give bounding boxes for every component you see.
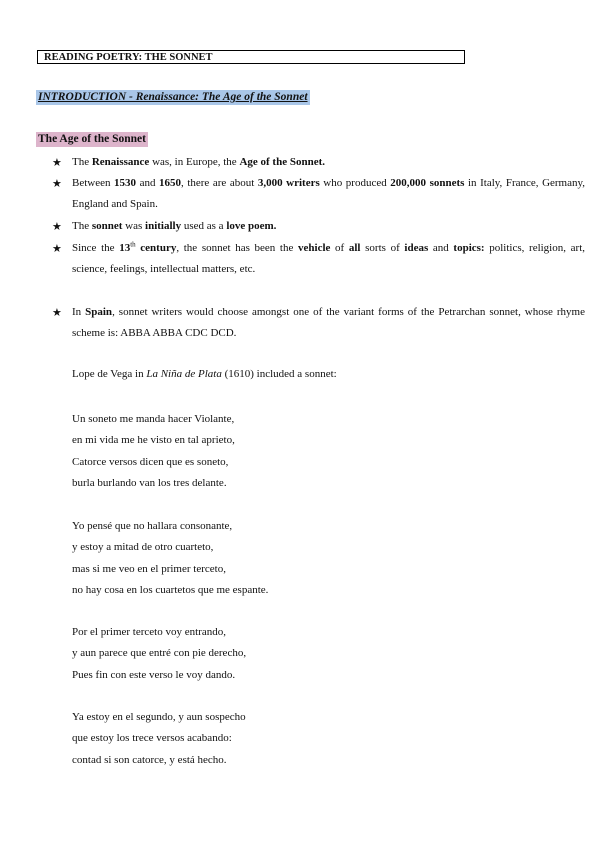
poem-line: que estoy los trece versos acabando: <box>72 732 232 745</box>
bullet-spain: ★ In Spain, sonnet writers would choose amongst one of the variant forms of the Petrarchan sonnet, whose rhyme scheme is: ABBA ABBA CDC DCD. <box>50 302 585 344</box>
poem-line: no hay cosa en los cuartetos que me espante. <box>72 583 269 596</box>
black-star-icon: ★ <box>52 306 62 319</box>
stanza-3 <box>72 622 246 686</box>
poem-line: contad si son catorce, y está hecho. <box>72 753 227 766</box>
poem-line: Yo pensé que no hallara consonante, <box>72 520 233 532</box>
stanza-4 <box>72 707 246 771</box>
poem-intro: Lope de Vega in La Niña de Plata (1610) included a sonnet: <box>72 368 337 380</box>
bullet-renaissance: ★ The Renaissance was, in Europe, the Age of the Sonnet. <box>50 152 585 173</box>
document-title: READING POETRY: THE SONNET <box>37 50 465 64</box>
poem-line: y estoy a mitad de otro cuarteto, <box>72 541 214 554</box>
poem-line: Un soneto me manda hacer Violante, <box>72 413 235 425</box>
black-star-icon: ★ <box>52 220 62 233</box>
book-title: La Niña de Plata <box>146 368 222 380</box>
intro-heading: INTRODUCTION - Renaissance: The Age of the Sonnet <box>38 91 308 103</box>
poem-line: y aun parece que entré con pie derecho, <box>72 647 247 660</box>
poem-line: Catorce versos dicen que es soneto, <box>72 455 229 468</box>
bullet-love-poem: ★ The sonnet was initially used as a love poem. <box>50 216 585 237</box>
bullet-vehicle: ★ Since the 13th century, the sonnet has been the vehicle of all sorts of ideas and topics: politics, religion, art, science, feelings, intellectual matters, etc. <box>50 238 585 280</box>
black-star-icon: ★ <box>52 177 62 190</box>
poem-line: mas si me veo en el primer terceto, <box>72 562 226 575</box>
section-heading: The Age of the Sonnet <box>38 133 146 145</box>
poem-line: burla burlando van los tres delante. <box>72 476 227 489</box>
stanza-2 <box>72 516 268 601</box>
poem-line: Ya estoy en el segundo, y aun sospecho <box>72 711 246 723</box>
poem-line: Pues fin con este verso le voy dando. <box>72 668 236 681</box>
poem-line: Por el primer terceto voy entrando, <box>72 626 226 638</box>
black-star-icon: ★ <box>52 156 62 169</box>
poem-line: en mi vida me he visto en tal aprieto, <box>72 434 235 447</box>
black-star-icon: ★ <box>52 242 62 255</box>
bullet-writers: ★ Between 1530 and 1650, there are about 3,000 writers who produced 200,000 sonnets in Italy, France, Germany, England and Spain. <box>50 173 585 215</box>
stanza-1 <box>72 409 235 494</box>
